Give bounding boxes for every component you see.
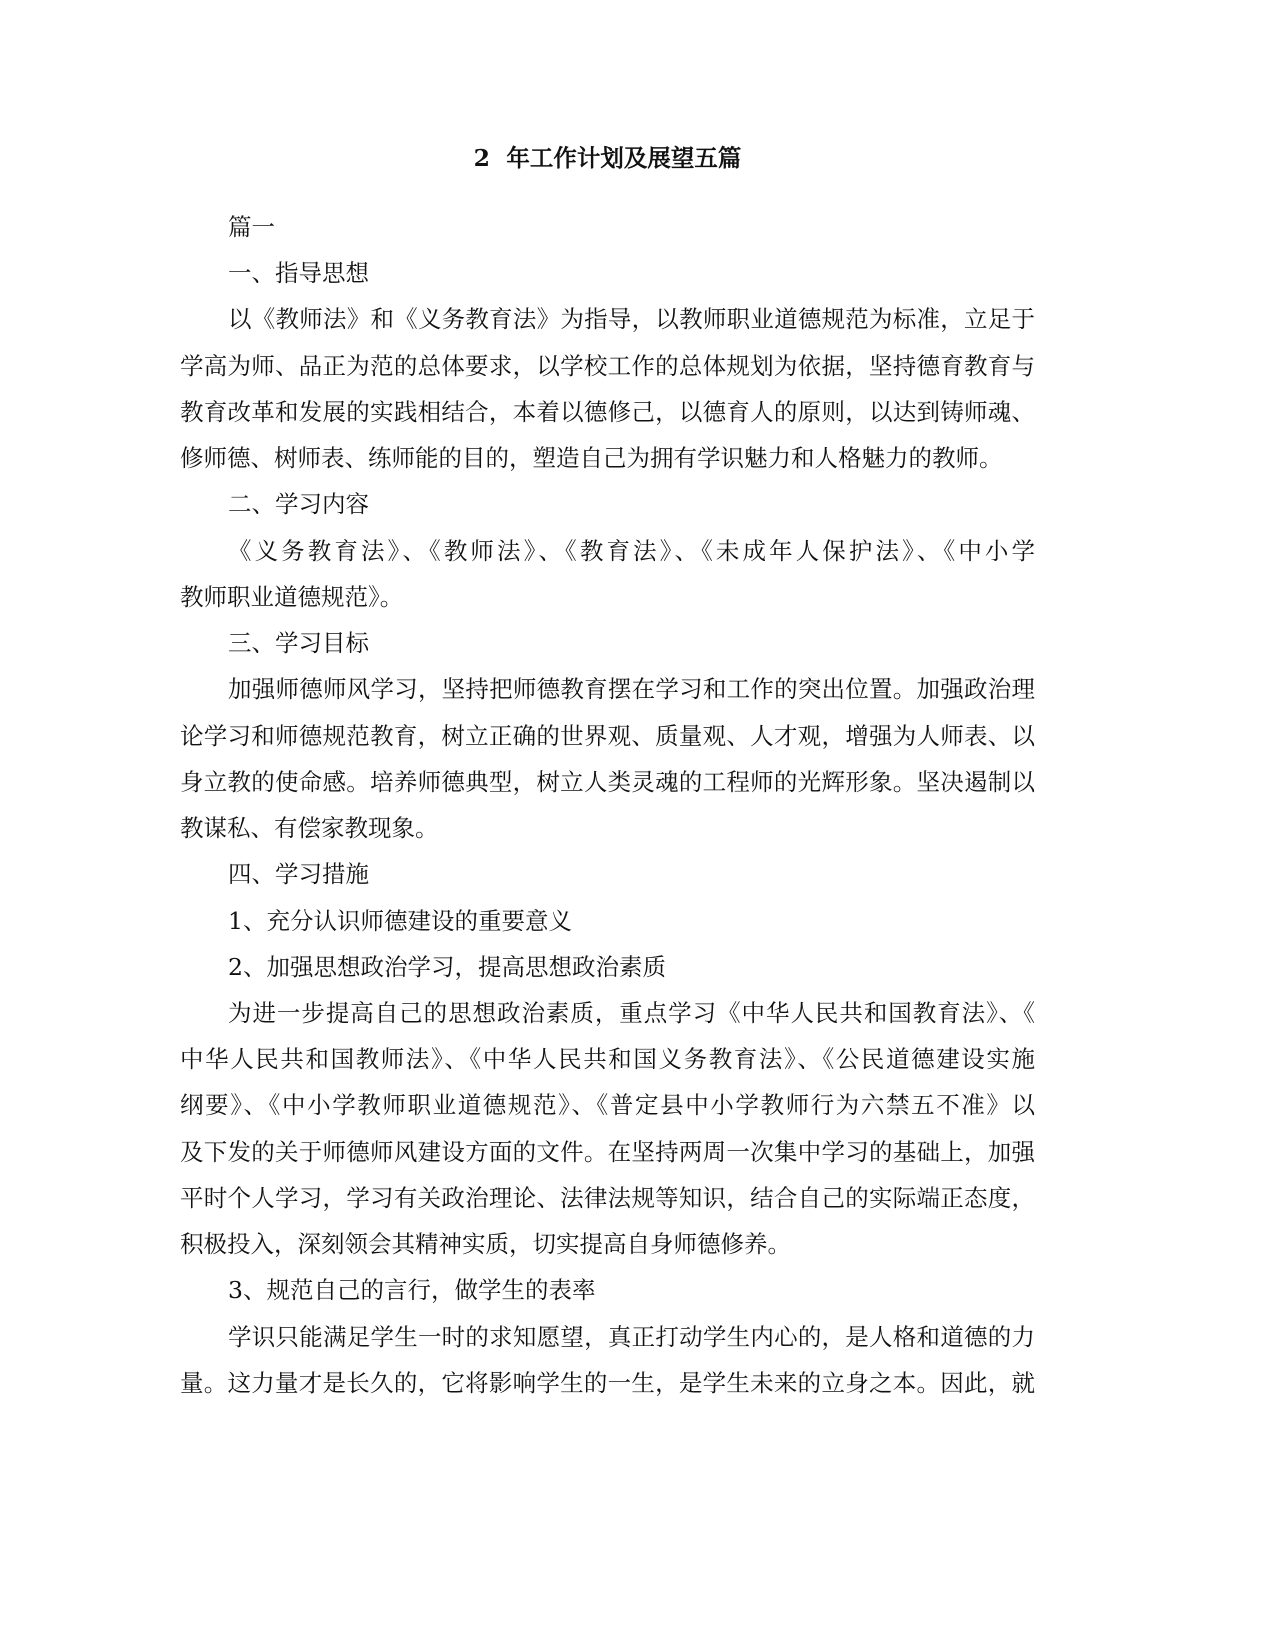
paragraph-line: 学高为师、品正为范的总体要求，以学校工作的总体规划为依据，坚持德育教育与 (180, 351, 1035, 380)
paragraph-heading-4 (180, 851, 1035, 897)
paragraph-line: 加强师德师风学习，坚持把师德教育摆在学习和工作的突出位置。加强政治理 (228, 675, 1035, 704)
paragraph-heading-2 (180, 481, 1035, 527)
paragraph-measure-3 (180, 1267, 1035, 1313)
paragraph-line: 为进一步提高自己的思想政治素质，重点学习《中华人民共和国教育法》、《 (228, 998, 1035, 1027)
section-heading: 三、学习目标 (228, 629, 369, 658)
paragraph-line: 教谋私、有偿家教现象。 (180, 814, 439, 843)
subsection-heading: 2、加强思想政治学习，提高思想政治素质 (228, 952, 666, 981)
paragraph-line: 纲要》、《中小学教师职业道德规范》、《普定县中小学教师行为六禁五不准》以 (180, 1091, 1035, 1120)
paragraph-measure-2 (180, 944, 1035, 990)
paragraph-line: 身立教的使命感。培养师德典型，树立人类灵魂的工程师的光辉形象。坚决遏制以 (180, 767, 1035, 796)
subsection-heading: 1、充分认识师德建设的重要意义 (228, 906, 572, 935)
paragraph-heading-3 (180, 620, 1035, 666)
paragraph-line: 教育改革和发展的实践相结合，本着以德修己，以德育人的原则，以达到铸师魂、 (180, 397, 1035, 426)
paragraph-line: 量。这力量才是长久的，它将影响学生的一生，是学生未来的立身之本。因此，就 (180, 1368, 1035, 1397)
paragraph-line: 论学习和师德规范教育，树立正确的世界观、质量观、人才观，增强为人师表、以 (180, 721, 1035, 750)
paragraph-heading-1 (180, 250, 1035, 296)
paragraph-line: 积极投入，深刻领会其精神实质，切实提高自身师德修养。 (180, 1230, 791, 1259)
section-heading: 四、学习措施 (228, 860, 369, 889)
paragraph-study-goals (180, 666, 1035, 851)
paragraph-study-content (180, 528, 1035, 620)
paragraph-political-study (180, 990, 1035, 1267)
paragraph-measure-1 (180, 898, 1035, 944)
section-heading: 一、指导思想 (228, 259, 369, 288)
paragraph-line: 学识只能满足学生一时的求知愿望，真正打动学生内心的，是人格和道德的力 (228, 1322, 1035, 1351)
paragraph-line: 修师德、树师表、练师能的目的，塑造自己为拥有学识魅力和人格魅力的教师。 (180, 444, 1003, 473)
page-title: 2 年工作计划及展望五篇 (473, 144, 742, 172)
section-label: 篇一 (228, 213, 275, 241)
paragraph-line: 《义务教育法》、《教师法》、《教育法》、《未成年人保护法》、《中小学 (228, 536, 1035, 565)
paragraph-guiding-ideology (180, 296, 1035, 481)
paragraph-line: 以《教师法》和《义务教育法》为指导，以教师职业道德规范为标准，立足于 (228, 305, 1035, 334)
paragraph-line: 平时个人学习，学习有关政治理论、法律法规等知识，结合自己的实际端正态度， (180, 1183, 1035, 1212)
paragraph-line: 教师职业道德规范》。 (180, 582, 404, 611)
section-heading: 二、学习内容 (228, 490, 369, 519)
subsection-heading: 3、规范自己的言行，做学生的表率 (228, 1276, 596, 1305)
document-body (180, 204, 1035, 1406)
paragraph-line: 中华人民共和国教师法》、《中华人民共和国义务教育法》、《公民道德建设实施 (180, 1045, 1035, 1074)
paragraph-line: 及下发的关于师德师风建设方面的文件。在坚持两周一次集中学习的基础上，加强 (180, 1137, 1035, 1166)
paragraph-role-model (180, 1314, 1035, 1406)
paragraph-section-label (180, 204, 1035, 250)
